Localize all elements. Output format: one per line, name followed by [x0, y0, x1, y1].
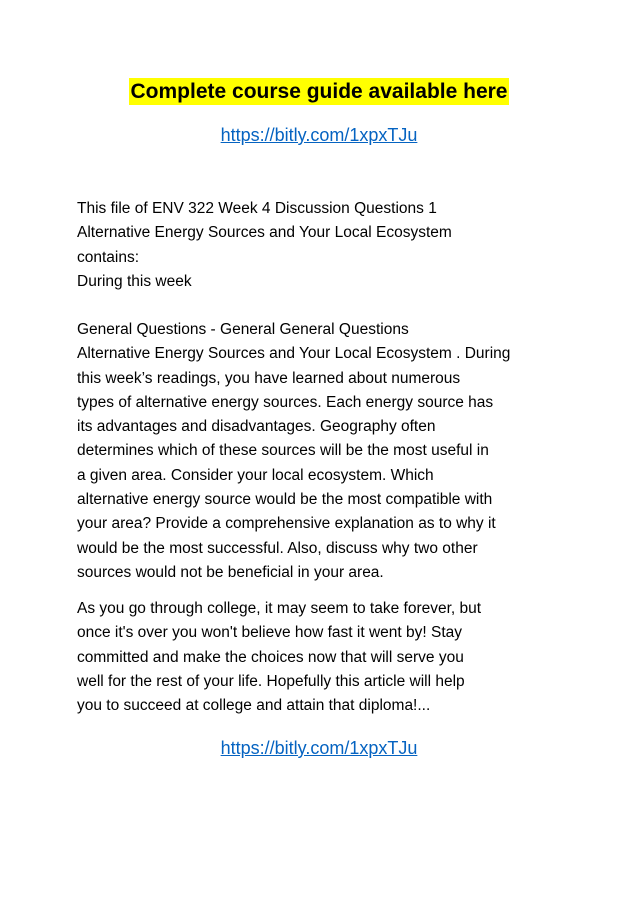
text-line: This file of ENV 322 Week 4 Discussion Questions 1: [77, 200, 437, 217]
headline: Complete course guide available here: [130, 80, 508, 103]
text-line: General Questions - General General Questions: [77, 321, 409, 338]
text-line: this week’s readings, you have learned about numerous: [77, 369, 461, 387]
text-line: sources would not be beneficial in your area.: [77, 563, 384, 581]
text-line: Alternative Energy Sources and Your Local Ecosystem: [77, 224, 452, 242]
text-line: determines which of these sources will be the most useful in: [77, 442, 489, 460]
text-line: its advantages and disadvantages. Geography often: [77, 418, 436, 436]
intro-paragraph: [77, 197, 567, 294]
closing-paragraph: [77, 597, 567, 718]
text-line: once it's over you won't believe how fast it went by! Stay: [77, 624, 463, 642]
text-line: contains:: [77, 248, 140, 266]
bottom-link-container: [0, 736, 638, 760]
course-guide-link-top[interactable]: https://bitly.com/1xpxTJu: [220, 125, 418, 145]
text-line: alternative energy source would be the most compatible with: [77, 491, 493, 509]
text-line: well for the rest of your life. Hopefully this article will help: [77, 672, 465, 690]
text-line: During this week: [77, 272, 192, 290]
top-link-container: [0, 123, 638, 147]
text-line: types of alternative energy sources. Each energy source has: [77, 393, 494, 411]
text-line: you to succeed at college and attain that diploma!...: [77, 697, 431, 715]
text-line: a given area. Consider your local ecosystem. Which: [77, 466, 434, 484]
text-line: Alternative Energy Sources and Your Local Ecosystem . During: [77, 345, 511, 363]
text-line: would be the most successful. Also, discuss why two other: [77, 539, 478, 557]
text-line: As you go through college, it may seem to take forever, but: [77, 600, 482, 617]
question-paragraph: [77, 318, 567, 585]
headline-container: [0, 78, 638, 105]
text-line: committed and make the choices now that will serve you: [77, 648, 464, 666]
text-line: your area? Provide a comprehensive explanation as to why it: [77, 515, 496, 533]
course-guide-link-bottom[interactable]: https://bitly.com/1xpxTJu: [220, 738, 418, 758]
